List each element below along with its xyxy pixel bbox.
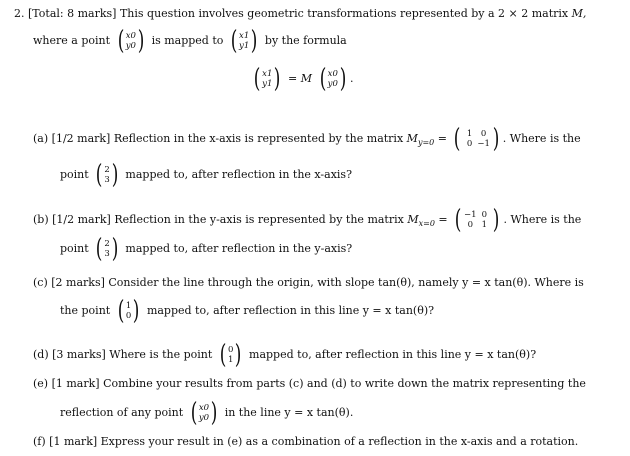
part-b-line-1: [33, 207, 581, 233]
part-a-point-label: point: [60, 168, 89, 181]
question-number: 2.: [14, 7, 25, 20]
part-a-eq: =: [437, 132, 447, 145]
part-c-point: ( 1 0): [117, 296, 140, 326]
intro-line-2: [33, 28, 347, 54]
part-b-label: (b): [33, 213, 49, 226]
part-d-point: ( 0 1): [219, 340, 242, 370]
main-formula: ( x1 y1) = M ( x0 y0) .: [253, 64, 354, 94]
part-a-point: ( 2 3): [95, 160, 119, 190]
part-d-marks: [3 marks]: [52, 348, 106, 361]
part-e-question: in the line y = x tan(θ).: [224, 406, 354, 419]
part-a-line-2: [60, 162, 352, 188]
part-a-line-1: [33, 126, 581, 152]
part-b-text-2: . Where is the: [503, 213, 582, 226]
matrix-symbol: M,: [571, 7, 587, 20]
part-c-line-2: [60, 298, 434, 324]
part-d-question: mapped to, after reflection in this line y = x tan(θ)?: [249, 348, 537, 361]
part-a-matrix-sub: y=0: [417, 138, 435, 147]
part-b-matrix-name: M: [407, 213, 419, 226]
intro-mapped: is mapped to: [151, 34, 224, 47]
part-c-point-label: the point: [60, 304, 111, 317]
intro-formula: by the formula: [264, 34, 347, 47]
part-e-point-label: reflection of any point: [60, 406, 184, 419]
part-c-marks: [2 marks]: [51, 276, 105, 289]
part-b-point: ( 2 3): [95, 234, 119, 264]
intro-text: This question involves geometric transformations represented by a 2 × 2 matrix: [119, 7, 569, 20]
part-a-matrix-name: M: [406, 132, 418, 145]
part-f-line-1: [33, 435, 578, 449]
part-b-eq: =: [438, 213, 448, 226]
part-e-line-2: [60, 400, 353, 426]
part-d-text: Where is the point: [109, 348, 213, 361]
vector-x1: ( x1 y1): [230, 26, 258, 56]
part-b-text: Reflection in the y-axis is represented by the matrix: [114, 213, 404, 226]
part-e-line-1: [33, 377, 586, 391]
part-d-line-1: [33, 342, 536, 368]
part-c-text: Consider the line through the origin, with slope tan(θ), namely y = x tan(θ). Where is: [108, 276, 584, 289]
part-e-point: ( x0 y0): [190, 398, 218, 428]
part-b-matrix-sub: x=0: [418, 219, 435, 228]
part-f-marks: [1 mark]: [49, 435, 98, 448]
part-e-label: (e): [33, 377, 49, 390]
part-c-line-1: [33, 276, 584, 290]
vector-x0: ( x0 y0): [117, 26, 145, 56]
part-e-text: Combine your results from parts (c) and (d) to write down the matrix representing the: [103, 377, 586, 390]
part-b-marks: [1/2 mark]: [52, 213, 111, 226]
part-b-point-label: point: [60, 242, 89, 255]
intro-where: where a point: [33, 34, 111, 47]
question-total: [Total: 8 marks]: [28, 7, 117, 20]
part-f-label: (f): [33, 435, 46, 448]
part-b-matrix: ( −1 0 0 1 ): [454, 205, 500, 235]
part-b-line-2: [60, 236, 352, 262]
part-b-question: mapped to, after reflection in the y-axis?: [125, 242, 353, 255]
part-a-text: Reflection in the x-axis is represented by the matrix: [113, 132, 404, 145]
part-a-marks: [1/2 mark]: [51, 132, 111, 145]
question-header: [14, 7, 586, 21]
formula-eq: = M: [288, 72, 313, 85]
part-f-text: Express your result in (e) as a combination of a reflection in the x-axis and a rotation.: [100, 435, 579, 448]
part-a-matrix: ( 1 0 0 −1): [454, 124, 500, 154]
part-d-label: (d): [33, 348, 49, 361]
part-e-marks: [1 mark]: [51, 377, 100, 390]
part-a-label: (a): [33, 132, 49, 145]
part-a-question: mapped to, after reflection in the x-axis?: [125, 168, 352, 181]
part-c-question: mapped to, after reflection in this line y = x tan(θ)?: [146, 304, 435, 317]
part-a-text-2: . Where is the: [502, 132, 581, 145]
part-c-label: (c): [33, 276, 48, 289]
formula-vector-x0: ( x0 y0): [319, 64, 347, 94]
formula-vector-x1: ( x1 y1): [253, 64, 281, 94]
